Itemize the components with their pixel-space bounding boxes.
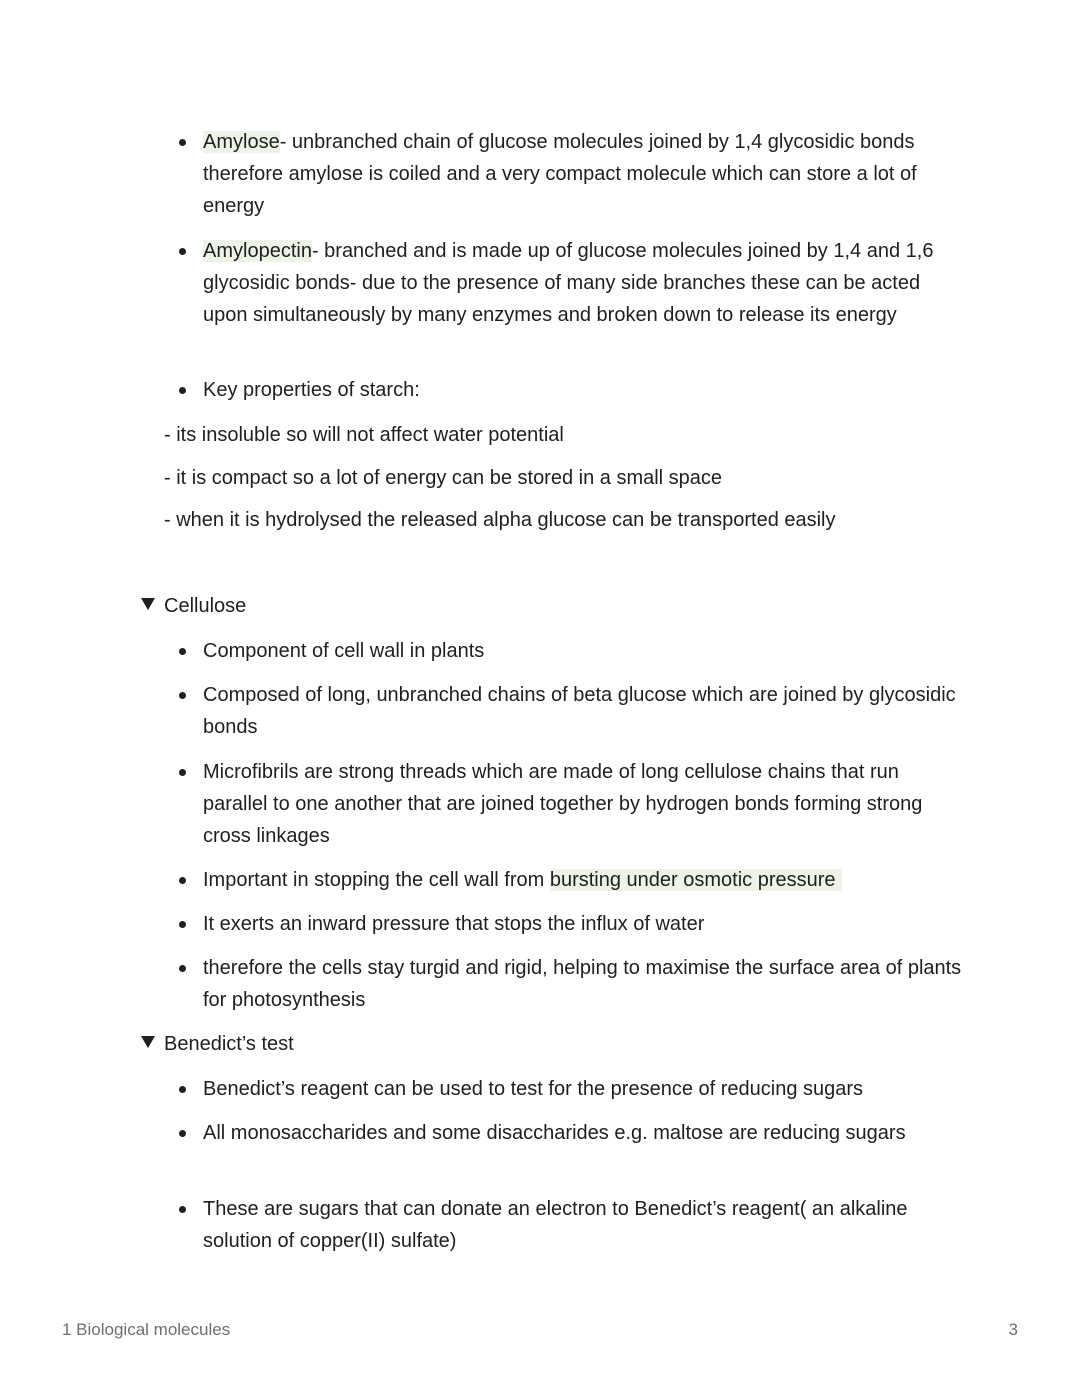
toggle-heading: Cellulose [164, 595, 247, 617]
property-line: - when it is hydrolysed the released alpha glucose can be transported easily [164, 509, 836, 531]
list-item-text: - branched and is made up of glucose molecules joined by 1,4 and 1,6 glycosidic bonds- due to the presence of many side branches these can be acted upon simultaneously by many enzymes and broken down to release its energy [203, 240, 934, 326]
list-item-text: Composed of long, unbranched chains of beta glucose which are joined by glycosidic bonds [203, 684, 956, 738]
bullet-icon [179, 921, 186, 928]
bullet-icon [179, 1206, 186, 1213]
list-item [203, 756, 963, 852]
bullet-icon [179, 692, 186, 699]
toggle-triangle-icon[interactable] [141, 598, 155, 610]
toggle-heading: Benedict’s test [164, 1033, 294, 1055]
toggle-cellulose[interactable] [141, 590, 246, 622]
list-item [203, 1117, 963, 1149]
bullet-icon [179, 965, 186, 972]
page-number: 3 [1008, 1320, 1018, 1339]
bullet-icon [179, 1086, 186, 1093]
toggle-triangle-icon[interactable] [141, 1036, 155, 1048]
list-item-amylopectin [203, 235, 963, 331]
bullet-icon [179, 1130, 186, 1137]
list-item [203, 908, 963, 940]
list-item-text: Important in stopping the cell wall from [203, 869, 550, 891]
bullet-icon [179, 648, 186, 655]
list-item-amylose [203, 126, 963, 222]
list-item-text: - unbranched chain of glucose molecules joined by 1,4 glycosidic bonds therefore amylose is coiled and a very compact molecule which can store a lot of energy [203, 131, 917, 217]
list-item-text: Benedict’s reagent can be used to test for the presence of reducing sugars [203, 1078, 864, 1100]
bullet-icon [179, 769, 186, 776]
list-item [203, 635, 963, 667]
list-item-text: Key properties of starch: [203, 379, 420, 401]
list-item [203, 1073, 963, 1105]
bullet-icon [179, 139, 186, 146]
list-item-text: These are sugars that can donate an electron to Benedict’s reagent( an alkaline solution of copper(II) sulfate) [203, 1198, 908, 1252]
footer-section-title: 1 Biological molecules [62, 1320, 231, 1339]
toggle-benedicts-test[interactable] [141, 1028, 294, 1060]
highlighted-term: Amylopectin [203, 240, 312, 262]
list-item-text: therefore the cells stay turgid and rigid, helping to maximise the surface area of plants for photosynthesis [203, 957, 962, 1011]
list-item-text: Component of cell wall in plants [203, 640, 485, 662]
list-item-osmotic [203, 864, 963, 896]
highlighted-phrase: bursting under osmotic pressure [550, 869, 842, 891]
highlighted-term: Amylose [203, 131, 280, 153]
property-line: - it is compact so a lot of energy can be stored in a small space [164, 467, 723, 489]
property-line: - its insoluble so will not affect water potential [164, 424, 564, 446]
list-item [203, 952, 963, 1016]
bullet-icon [179, 248, 186, 255]
bullet-icon [179, 387, 186, 394]
list-item-text: All monosaccharides and some disaccharides e.g. maltose are reducing sugars [203, 1122, 906, 1144]
list-item [203, 679, 963, 743]
list-item-key-properties [203, 374, 963, 406]
bullet-icon [179, 877, 186, 884]
list-item-text: It exerts an inward pressure that stops the influx of water [203, 913, 705, 935]
list-item-text: Microfibrils are strong threads which are made of long cellulose chains that run parallel to one another that are joined together by hydrogen bonds forming strong cross linkages [203, 761, 923, 847]
list-item [203, 1193, 963, 1257]
